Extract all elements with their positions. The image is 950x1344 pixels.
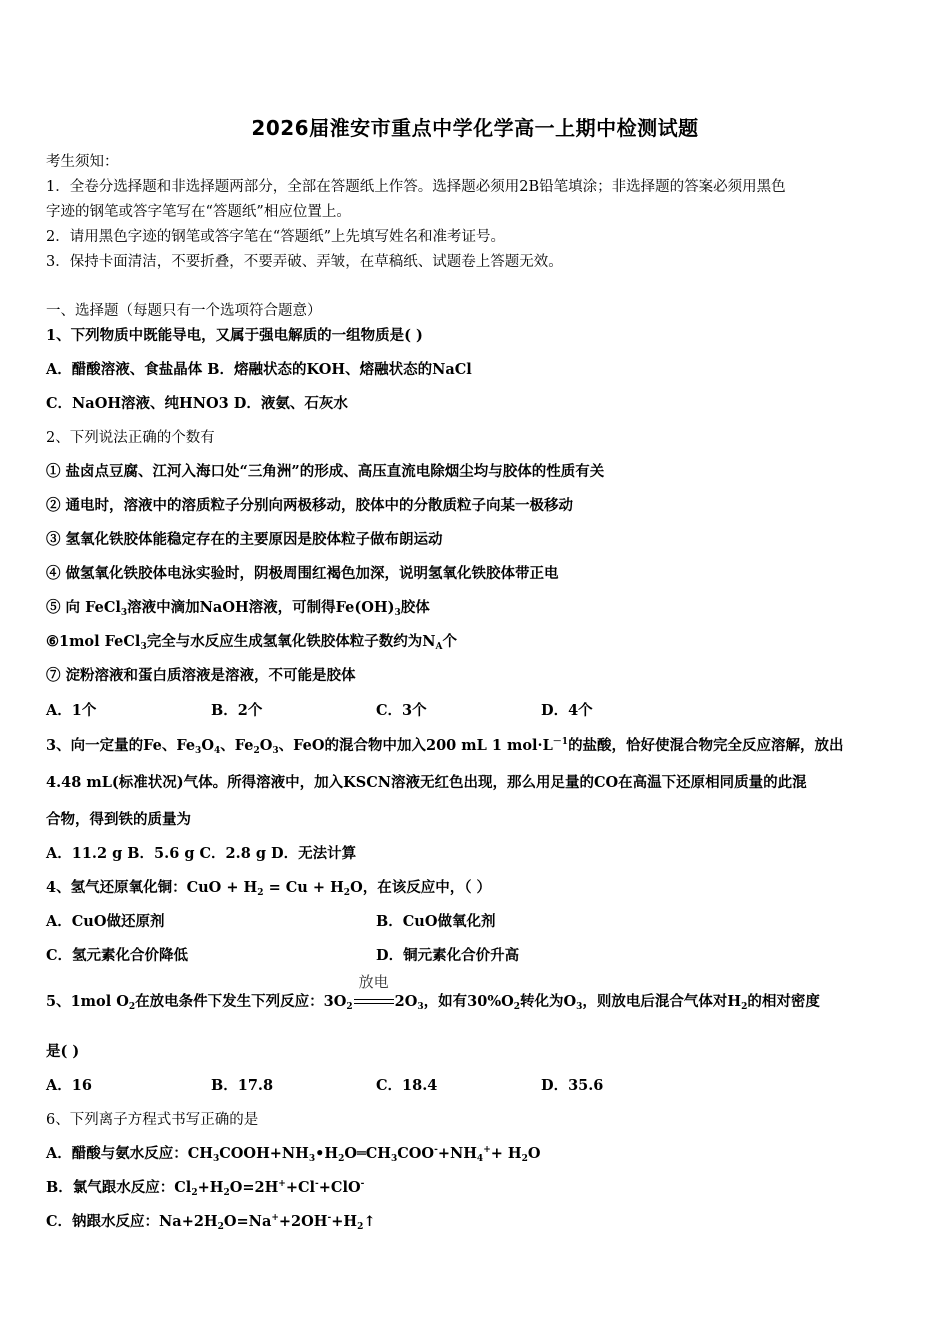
page-title: 2026届淮安市重点中学化学高一上期中检测试题: [251, 116, 699, 140]
reaction-condition-label: 放电: [358, 973, 389, 991]
question-6-option-a: A．醋酸与氨水反应：$CH_3COOH+NH_3•H_2O═CH_3COO^-+NH_4^++ H_2O$: [46, 1145, 541, 1164]
question-2-stem: 2、下列说法正确的个数有: [46, 430, 215, 446]
question-1-options-cd: C．NaOH溶液、纯HNO3 D．液氨、石灰水: [46, 395, 348, 412]
option-d: D．铜元素化合价升高: [376, 947, 520, 964]
option-d: D．4个: [541, 702, 593, 719]
question-6-option-c: C．钠跟水反应：$Na+2H_2O=Na^++2OH^-+H_2↑$: [46, 1213, 376, 1232]
question-5-options: [46, 1076, 603, 1096]
question-2-statement-4: ④ 做氢氧化铁胶体电泳实验时，阴极周围红褐色加深，说明氢氧化铁胶体带正电: [46, 565, 559, 582]
option-b: B．17.8: [211, 1077, 274, 1094]
question-2-options: [46, 701, 593, 721]
question-1-options-ab: A．醋酸溶液、食盐晶体 B．熔融状态的KOH、熔融状态的NaCl: [46, 361, 472, 378]
question-4-options-ab: [46, 912, 495, 932]
question-5-stem: 5、1mol $O_2$在放电条件下发生下列反应：$3O_2$ 放电 $2O_3$，如有$30\%O_2$转化为$O_3$，则放电后混合气体对$H_2$的相对密度: [46, 973, 820, 1012]
notice-item-2: 2．请用黑色字迹的钢笔或答字笔在“答题纸”上先填写姓名和准考证号。: [46, 229, 506, 245]
question-1-stem: 1、下列物质中既能导电，又属于强电解质的一组物质是( ): [46, 327, 423, 344]
notice-heading: 考生须知：: [46, 154, 119, 170]
option-a: A．CuO做还原剂: [46, 913, 165, 930]
question-2-statement-1: ① 盐卤点豆腐、江河入海口处“三角洲”的形成、高压直流电除烟尘均与胶体的性质有关: [46, 463, 605, 480]
option-b: B．2个: [211, 702, 263, 719]
question-2-statement-6: ⑥1mol FeCl$_3$完全与水反应生成氢氧化铁胶体粒子数约为$N_A$个: [46, 633, 457, 652]
reaction-arrow: [354, 973, 394, 1012]
question-3-stem-line-1: 3、向一定量的Fe、$Fe_3O_4$、$Fe_2O_3$、FeO的混合物中加入200 mL 1 $mol\cdot L^{-1}$的盐酸，恰好使混合物完全反应溶解，放出: [46, 737, 844, 756]
option-a: A．16: [46, 1077, 92, 1094]
question-6-option-b: B．氯气跟水反应：$Cl_2+H_2O=2H^++Cl^-+ClO^-$: [46, 1179, 365, 1198]
option-d: D．35.6: [541, 1077, 604, 1094]
question-3-stem-line-2: 4.48 mL(标准状况)气体。所得溶液中，加入KSCN溶液无红色出现，那么用足量的CO在高温下还原相同质量的此混: [46, 774, 807, 791]
option-c: C．氢元素化合价降低: [46, 947, 189, 964]
question-2-statement-2: ② 通电时，溶液中的溶质粒子分别向两极移动，胶体中的分散质粒子向某一极移动: [46, 497, 574, 514]
option-b: B．CuO做氧化剂: [376, 913, 496, 930]
question-6-stem: 6、下列离子方程式书写正确的是: [46, 1112, 259, 1128]
question-2-statement-7: ⑦ 淀粉溶液和蛋白质溶液是溶液，不可能是胶体: [46, 667, 356, 684]
option-c: C．3个: [376, 702, 427, 719]
question-4-options-cd: [46, 946, 519, 966]
question-3-stem-line-3: 合物，得到铁的质量为: [46, 811, 191, 828]
question-2-statement-3: ③ 氢氧化铁胶体能稳定存在的主要原因是胶体粒子做布朗运动: [46, 531, 443, 548]
question-3-options: A．11.2 g B．5.6 g C．2.8 g D．无法计算: [46, 845, 357, 862]
question-2-statement-5: ⑤ 向 FeCl$_3$溶液中滴加NaOH溶液，可制得$Fe(OH)_3$胶体: [46, 599, 430, 618]
section-heading: 一、选择题（每题只有一个选项符合题意）: [46, 303, 322, 319]
notice-item-3: 3．保持卡面清洁，不要折叠，不要弄破、弄皱，在草稿纸、试题卷上答题无效。: [46, 254, 563, 270]
option-c: C．18.4: [376, 1077, 438, 1094]
option-a: A．1个: [46, 702, 97, 719]
question-5-stem-cont: 是( ): [46, 1043, 80, 1060]
notice-item-1-cont: 字迹的钢笔或答字笔写在“答题纸”相应位置上。: [46, 204, 351, 220]
question-4-stem: 4、氢气还原氧化铜：CuO + $H_2 = Cu + H_2O$，在该反应中，（ ）: [46, 879, 491, 898]
notice-item-1: 1．全卷分选择题和非选择题两部分，全部在答题纸上作答。选择题必须用2B铅笔填涂；非选择题的答案必须用黑色: [46, 179, 786, 195]
